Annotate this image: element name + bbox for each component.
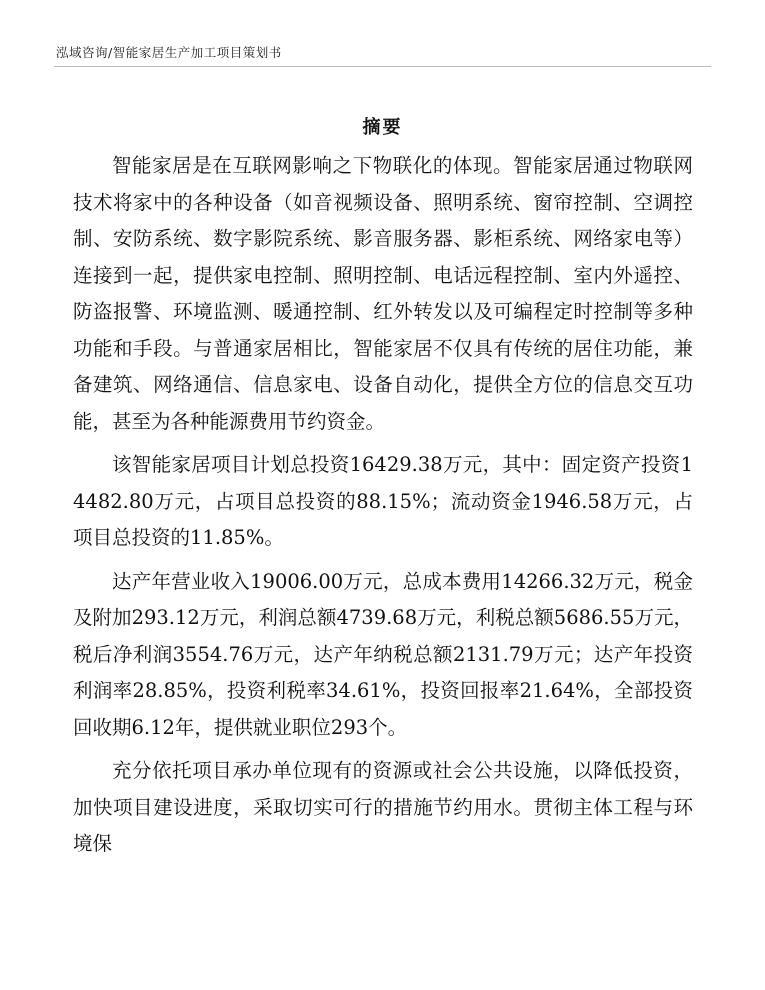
running-header: 泓域咨询/智能家居生产加工项目策划书 bbox=[56, 45, 282, 60]
header-divider bbox=[54, 66, 711, 67]
abstract-body bbox=[73, 148, 693, 870]
paragraph-resources: 充分依托项目承办单位现有的资源或社会公共设施，以降低投资，加快项目建设进度，采取切实可行的措施节约用水。贯彻主体工程与环境保 bbox=[73, 759, 693, 855]
paragraph-financials: 达产年营业收入19006.00万元，总成本费用14266.32万元，税金及附加293.12万元，利润总额4739.68万元，利税总额5686.55万元，税后净利润3554.76万元，达产年纳税总额2131.79万元；达产年投资利润率28.85%，投资利税率34.61%，投资回报率21.64%，全部投资回收期6.12年，提供就业职位293个。 bbox=[73, 569, 693, 739]
section-title: 摘要 bbox=[362, 117, 403, 138]
paragraph-intro: 智能家居是在互联网影响之下物联化的体现。智能家居通过物联网技术将家中的各种设备（如音视频设备、照明系统、窗帘控制、空调控制、安防系统、数字影院系统、影音服务器、影柜系统、网络家电等）连接到一起，提供家电控制、照明控制、电话远程控制、室内外遥控、防盗报警、环境监测、暖通控制、红外转发以及可编程定时控制等多种功能和手段。与普通家居相比，智能家居不仅具有传统的居住功能，兼备建筑、网络通信、信息家电、设备自动化，提供全方位的信息交互功能，甚至为各种能源费用节约资金。 bbox=[73, 154, 693, 433]
paragraph-investment: 该智能家居项目计划总投资16429.38万元，其中：固定资产投资14482.80万元，占项目总投资的88.15%；流动资金1946.58万元，占项目总投资的11.85%。 bbox=[73, 453, 693, 549]
